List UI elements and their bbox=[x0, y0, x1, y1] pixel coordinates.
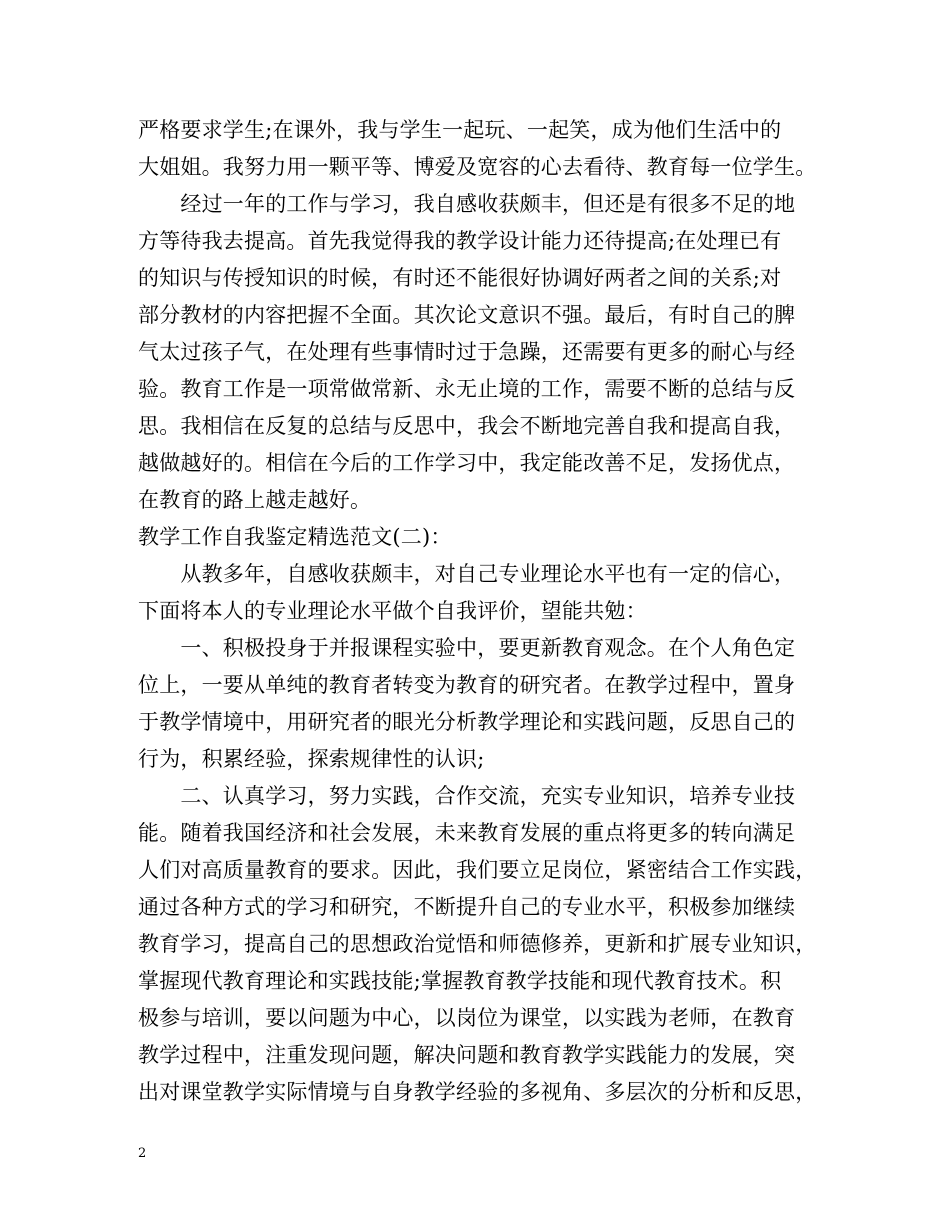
text-line: 越做越好的。相信在今后的工作学习中，我定能改善不足，发扬优点， bbox=[138, 451, 796, 475]
text-line: 位上，一要从单纯的教育者转变为教育的研究者。在教学过程中，置身 bbox=[138, 673, 796, 697]
text-line: 于教学情境中，用研究者的眼光分析教学理论和实践问题，反思自己的 bbox=[138, 710, 796, 734]
text-line: 严格要求学生;在课外，我与学生一起玩、一起笑，成为他们生活中的 bbox=[138, 118, 782, 142]
page-number: 2 bbox=[138, 1146, 147, 1161]
text-line: 气太过孩子气，在处理有些事情时过于急躁，还需要有更多的耐心与经 bbox=[138, 340, 796, 364]
text-line: 从教多年，自感收获颇丰，对自己专业理论水平也有一定的信心， bbox=[138, 562, 796, 586]
text-line: 能。随着我国经济和社会发展，未来教育发展的重点将更多的转向满足 bbox=[138, 821, 796, 845]
section-heading: 教学工作自我鉴定精选范文(二)： bbox=[138, 525, 452, 549]
text-line: 验。教育工作是一项常做常新、永无止境的工作，需要不断的总结与反 bbox=[138, 377, 796, 401]
text-line: 人们对高质量教育的要求。因此，我们要立足岗位，紧密结合工作实践， bbox=[138, 858, 817, 882]
text-line: 在教育的路上越走越好。 bbox=[138, 488, 372, 512]
text-line: 行为，积累经验，探索规律性的认识; bbox=[138, 747, 485, 771]
text-line: 方等待我去提高。首先我觉得我的教学设计能力还待提高;在处理已有 bbox=[138, 229, 782, 253]
text-line: 一、积极投身于并报课程实验中，要更新教育观念。在个人角色定 bbox=[138, 636, 796, 660]
text-line: 通过各种方式的学习和研究，不断提升自己的专业水平，积极参加继续 bbox=[138, 895, 796, 919]
text-line: 教育学习，提高自己的思想政治觉悟和师德修养，更新和扩展专业知识， bbox=[138, 932, 817, 956]
text-line: 下面将本人的专业理论水平做个自我评价，望能共勉： bbox=[138, 599, 647, 623]
text-line: 掌握现代教育理论和实践技能;掌握教育教学技能和现代教育技术。积 bbox=[138, 969, 782, 993]
text-line: 极参与培训，要以问题为中心，以岗位为课堂，以实践为老师，在教育 bbox=[138, 1006, 796, 1030]
text-line: 出对课堂教学实际情境与自身教学经验的多视角、多层次的分析和反思， bbox=[138, 1080, 817, 1104]
text-line: 教学过程中，注重发现问题，解决问题和教育教学实践能力的发展，突 bbox=[138, 1043, 796, 1067]
text-line: 部分教材的内容把握不全面。其次论文意识不强。最后，有时自己的脾 bbox=[138, 303, 796, 327]
text-line: 经过一年的工作与学习，我自感收获颇丰，但还是有很多不足的地 bbox=[138, 192, 796, 216]
body-text bbox=[138, 112, 818, 1111]
text-line: 的知识与传授知识的时候，有时还不能很好协调好两者之间的关系;对 bbox=[138, 266, 782, 290]
text-line: 思。我相信在反复的总结与反思中，我会不断地完善自我和提高自我， bbox=[138, 414, 796, 438]
text-line: 二、认真学习，努力实践，合作交流，充实专业知识，培养专业技 bbox=[138, 784, 796, 808]
text-line: 大姐姐。我努力用一颗平等、博爱及宽容的心去看待、教育每一位学生。 bbox=[138, 155, 817, 179]
